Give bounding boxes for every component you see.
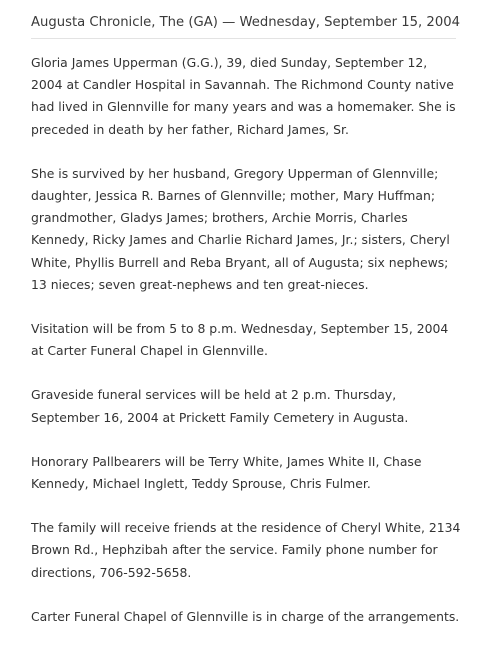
paragraph-family-reception bbox=[31, 517, 461, 584]
text-line: Gloria James Upperman (G.G.), 39, died Sunday, September 12, bbox=[31, 55, 428, 70]
text-line: Kennedy, Michael Inglett, Teddy Sprouse, Chris Fulmer. bbox=[31, 476, 371, 492]
text-line: 2004 at Candler Hospital in Savannah. The Richmond County native bbox=[31, 77, 454, 93]
text-line: preceded in death by her father, Richard James, Sr. bbox=[31, 121, 349, 137]
paragraph-pallbearers bbox=[31, 451, 461, 495]
text-line: Kennedy, Ricky James and Charlie Richard James, Jr.; sisters, Cheryl bbox=[31, 232, 450, 248]
paragraph-arrangements bbox=[31, 606, 461, 628]
text-line: grandmother, Gladys James; brothers, Archie Morris, Charles bbox=[31, 210, 408, 226]
text-line: at Carter Funeral Chapel in Glennville. bbox=[31, 343, 268, 359]
text-line: September 16, 2004 at Prickett Family Cemetery in Augusta. bbox=[31, 409, 409, 425]
text-line: Visitation will be from 5 to 8 p.m. Wednesday, September 15, 2004 bbox=[31, 321, 449, 337]
obituary-body bbox=[31, 52, 461, 650]
text-line: 13 nieces; seven great-nephews and ten great-nieces. bbox=[31, 276, 369, 292]
text-line: daughter, Jessica R. Barnes of Glennville; mother, Mary Huffman; bbox=[31, 188, 435, 204]
text-line: had lived in Glennville for many years and was a homemaker. She is bbox=[31, 99, 456, 115]
paragraph-survivors bbox=[31, 163, 461, 296]
text-line: Graveside funeral services will be held at 2 p.m. Thursday, bbox=[31, 387, 397, 403]
publication-title: Augusta Chronicle, The (GA) — Wednesday, September 15, 2004 bbox=[31, 15, 460, 30]
text-line: Carter Funeral Chapel of Glennville is in charge of the arrangements. bbox=[31, 608, 460, 624]
paragraph-death-notice bbox=[31, 52, 461, 141]
text-line: directions, 706-592-5658. bbox=[31, 564, 192, 580]
text-line: She is survived by her husband, Gregory Upperman of Glennville; bbox=[31, 165, 439, 181]
text-line: Brown Rd., Hephzibah after the service. Family phone number for bbox=[31, 542, 438, 558]
text-line: White, Phyllis Burrell and Reba Bryant, all of Augusta; six nephews; bbox=[31, 254, 449, 270]
paragraph-services bbox=[31, 384, 461, 428]
text-line: Honorary Pallbearers will be Terry White, James White II, Chase bbox=[31, 453, 422, 469]
text-line: The family will receive friends at the residence of Cheryl White, 2134 bbox=[31, 520, 461, 536]
paragraph-visitation bbox=[31, 318, 461, 362]
document-header bbox=[31, 14, 460, 39]
